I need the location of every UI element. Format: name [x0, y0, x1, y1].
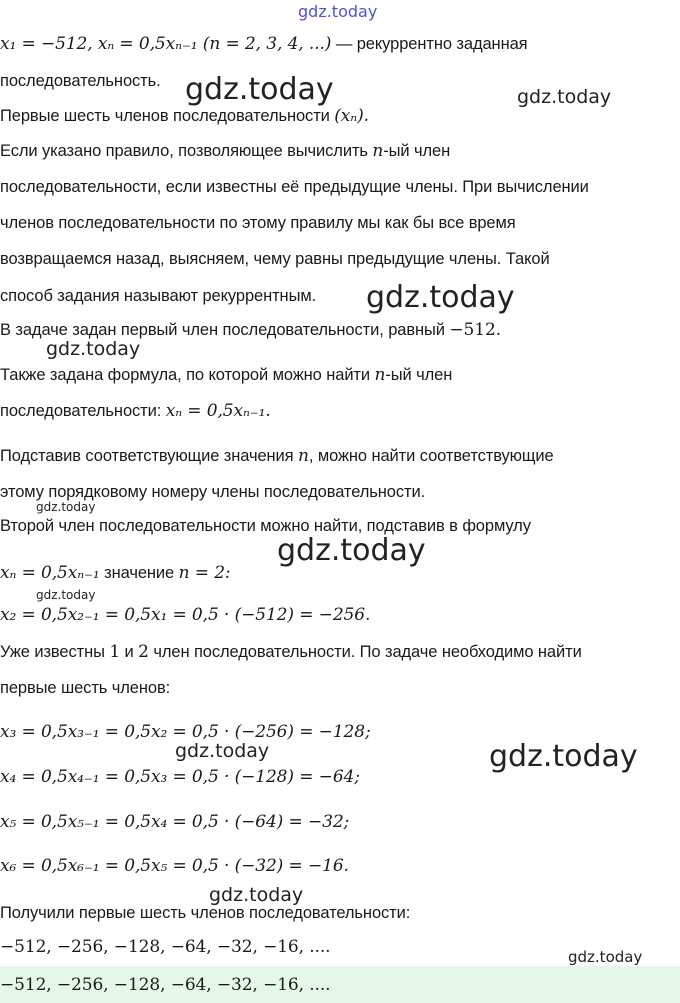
text: Также задана формула, по которой можно найти — [0, 366, 375, 384]
text-line: членов последовательности по этому правилу мы как бы все время — [0, 214, 516, 232]
text-line: Получили первые шесть членов последовательности: — [0, 904, 411, 922]
math: n = 2: — [178, 563, 231, 583]
watermark: gdz.today — [36, 500, 96, 514]
answer-sequence: −512, −256, −128, −64, −32, −16, .... — [0, 975, 331, 995]
equation-x2: x₂ = 0,5x₂₋₁ = 0,5x₁ = 0,5 · (−512) = −256. — [0, 605, 371, 625]
text-line: первые шесть членов: — [0, 679, 171, 697]
watermark: gdz.today — [517, 86, 612, 108]
text-line — [0, 319, 501, 341]
math: n — [374, 365, 386, 385]
math: 1 — [109, 642, 121, 662]
text-line — [0, 140, 450, 162]
watermark: gdz.today — [366, 280, 515, 315]
text-line: Второй член последовательности можно найти, подставив в формулу — [0, 517, 531, 535]
equation-x4: x₄ = 0,5x₄₋₁ = 0,5x₃ = 0,5 · (−128) = −64; — [0, 767, 360, 787]
task-line — [0, 105, 369, 127]
text: и — [120, 643, 139, 661]
text: последовательности: — [0, 402, 166, 420]
watermark: gdz.today — [277, 533, 426, 568]
text: Если указано правило, позволяющее вычислить — [0, 142, 373, 160]
text: В задаче задан первый член последовательности, равный — [0, 321, 450, 339]
text-line: способ задания называют рекуррентным. — [0, 287, 317, 305]
text: значение — [99, 564, 179, 582]
watermark: gdz.today — [185, 72, 334, 107]
math: n — [298, 446, 309, 466]
text: — рекуррентно заданная — [331, 35, 528, 53]
math: xₙ = 0,5xₙ₋₁. — [165, 401, 271, 421]
text: Подставив соответствующие значения — [0, 447, 298, 465]
text-line — [0, 364, 452, 386]
math: 2 — [138, 642, 149, 662]
answer-box — [0, 966, 680, 1003]
text: Первые шесть членов последовательности — [0, 107, 335, 125]
math: −512. — [449, 320, 501, 340]
text-line: возвращаемся назад, выясняем, чему равны предыдущие члены. Такой — [0, 250, 550, 268]
text: , можно найти соответствующие — [308, 447, 554, 465]
text-line: последовательности, если известны её предыдущие члены. При вычислении — [0, 178, 589, 196]
watermark: gdz.today — [46, 338, 141, 360]
text: Уже известны — [0, 643, 110, 661]
text-line: последовательность. — [0, 72, 161, 90]
text-line — [0, 641, 582, 663]
text-line — [0, 400, 271, 422]
equation-x5: x₅ = 0,5x₅₋₁ = 0,5x₄ = 0,5 · (−64) = −32; — [0, 812, 350, 832]
equation-x3: x₃ = 0,5x₃₋₁ = 0,5x₂ = 0,5 · (−256) = −128; — [0, 722, 371, 742]
math: (xₙ). — [334, 106, 369, 126]
statement-line — [0, 33, 528, 55]
sequence-result: −512, −256, −128, −64, −32, −16, .... — [0, 937, 331, 957]
watermark: gdz.today — [568, 948, 643, 966]
watermark: gdz.today — [175, 740, 270, 762]
watermark: gdz.today — [36, 588, 96, 602]
math: n — [372, 141, 384, 161]
watermark-top: gdz.today — [298, 2, 378, 21]
watermark: gdz.today — [489, 739, 638, 774]
text: -ый член — [383, 142, 451, 160]
math: xₙ = 0,5xₙ₋₁ — [0, 563, 100, 583]
text-line: этому порядковому номеру члены последовательности. — [0, 483, 426, 501]
recurrence-formula: x₁ = −512, xₙ = 0,5xₙ₋₁ (n = 2, 3, 4, ...) — [0, 34, 332, 54]
watermark: gdz.today — [209, 884, 304, 906]
text: -ый член — [385, 366, 453, 384]
text-line — [0, 562, 231, 584]
text-line — [0, 445, 554, 467]
equation-x6: x₆ = 0,5x₆₋₁ = 0,5x₅ = 0,5 · (−32) = −16. — [0, 856, 349, 876]
text: член последовательности. По задаче необходимо найти — [148, 643, 582, 661]
